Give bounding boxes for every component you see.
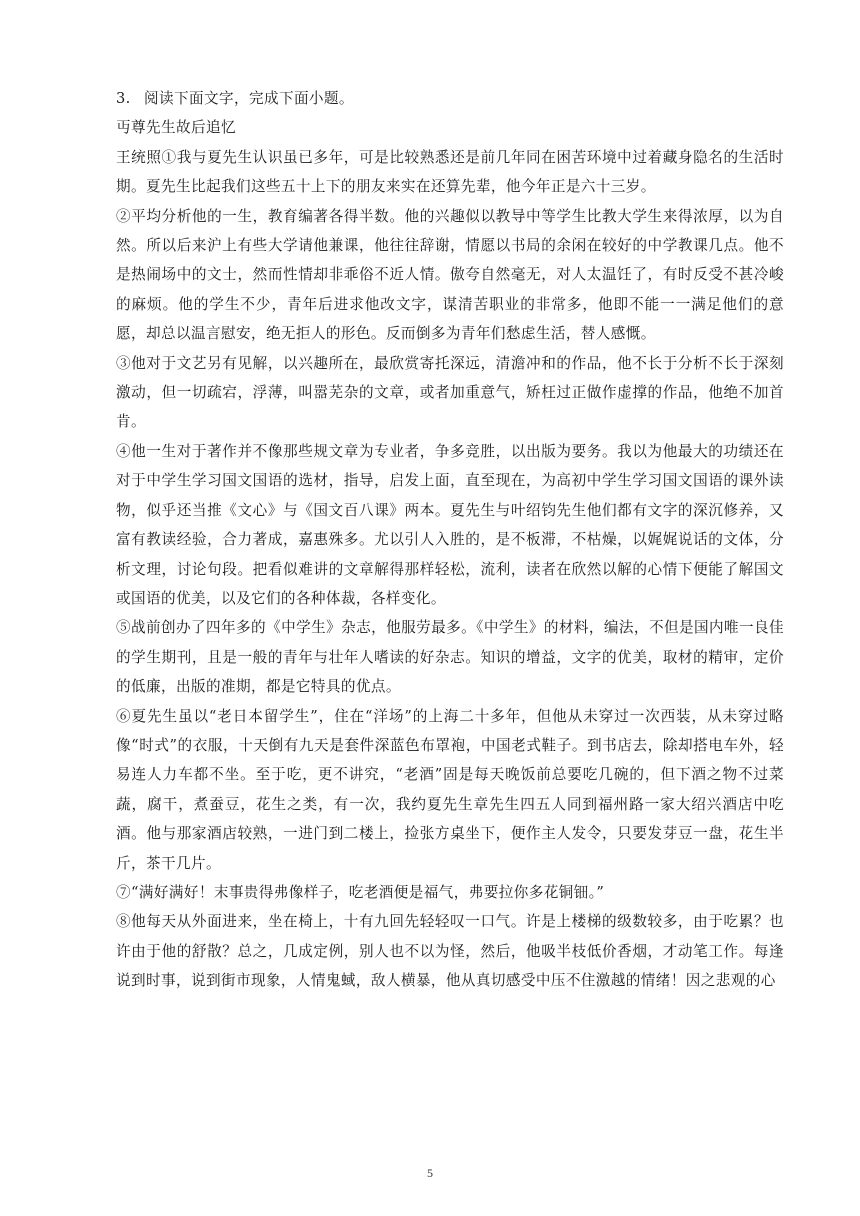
page-number: 5 (427, 1166, 433, 1180)
question-heading (116, 84, 784, 113)
paragraph-4: ④他一生对于著作并不像那些规文章为专业者，争多竞胜，以出版为要务。我以为他最大的功绩还在对于中学生学习国文国语的选材，指导，启发上面，直至现在，为高初中学生学习国文国语的课外读物，似乎还当推《文心》与《国文百八课》两本。夏先生与叶绍钧先生他们都有文字的深沉修养，又富有教读经验，合力著成，嘉惠殊多。尤以引人入胜的，是不板滞，不枯燥，以娓娓说话的文体，分析文理，讨论句段。把看似难讲的文章解得那样轻松，流利，读者在欣然以解的心情下便能了解国文或国语的优美，以及它们的各种体裁，各样变化。 (116, 442, 784, 607)
question-instruction: 阅读下面文字，完成下面小题。 (144, 90, 354, 107)
paragraph-7: ⑦“满好满好！末事贵得弗像样子，吃老酒便是福气，弗要拉你多花铜钿。” (116, 883, 605, 901)
paragraph-2: ②平均分析他的一生，教育编著各得半数。他的兴趣似以教导中等学生比教大学生来得浓厚，以为自然。所以后来沪上有些大学请他兼课，他往往辞谢，情愿以书局的余闲在较好的中学教课几点。他不是热闹场中的文士，然而性情却非乖俗不近人情。傲夸自然毫无，对人太温饪了，有时反受不甚冷峻的麻烦。他的学生不少，青年后进求他改文字，谋清苦职业的非常多，他即不能一一满足他们的意愿，却总以温言慰安，绝无拒人的形色。反而倒多为青年们愁虑生活，替人感慨。 (116, 207, 784, 343)
paragraph-5: ⑤战前创办了四年多的《中学生》杂志，他服劳最多。《中学生》的材料，编法，不但是国内唯一良佳的学生期刊，且是一般的青年与壮年人嗜读的好杂志。知识的增益，文字的优美，取材的精审，定价的低廉，出版的准期，都是它特具的优点。 (116, 619, 784, 696)
question-number: 3. (116, 90, 131, 107)
paragraph-8: ⑧他每天从外面进来，坐在椅上，十有九回先轻轻叹一口气。许是上楼梯的级数较多，由于吃累？也许由于他的舒散？总之，几成定例，别人也不以为怪，然后，他吸半枝低价香烟，才动笔工作。每逢说到时事，说到街市现象，人情鬼蜮，敌人横暴，他从真切感受中压不住激越的情绪！因之悲观的心 (116, 913, 784, 990)
paragraph-1: 王统照①我与夏先生认识虽已多年，可是比较熟悉还是前几年同在困苦环境中过着藏身隐名的生活时期。夏先生比起我们这些五十上下的朋友来实在还算先辈，他今年正是六十三岁。 (116, 148, 784, 196)
paragraph-3: ③他对于文艺另有见解，以兴趣所在，最欣赏寄托深远，清澹冲和的作品，他不长于分析不长于深刻激动，但一切疏宕，浮薄，叫嚣芜杂的文章，或者加重意气，矫枉过正做作虚撑的作品，他绝不加首肯。 (116, 354, 784, 431)
paragraph-6: ⑥夏先生虽以“老日本留学生”，住在“洋场”的上海二十多年，但他从未穿过一次西装，从未穿过略像“时式”的衣服，十天倒有九天是套件深蓝色布罩袍，中国老式鞋子。到书店去，除却搭电车外，轻易连人力车都不坐。至于吃，更不讲究，“老酒”固是每天晚饭前总要吃几碗的，但下酒之物不过菜蔬，腐干，煮蚕豆，花生之类，有一次，我约夏先生章先生四五人同到福州路一家大绍兴酒店中吃酒。他与那家酒店较熟，一进门到二楼上，捡张方桌坐下，便作主人发令，只要发芽豆一盘，花生半斤，茶干几片。 (116, 707, 784, 872)
page-content (116, 84, 784, 996)
article-title: 丏尊先生故后追忆 (116, 119, 236, 137)
